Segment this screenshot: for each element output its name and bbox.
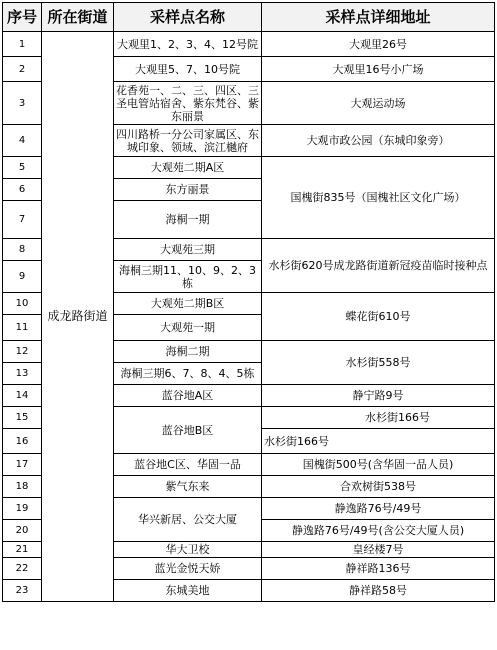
address-cell: 静祥路136号: [262, 558, 495, 580]
address-cell: 静祥路58号: [262, 580, 495, 602]
address-cell: 静逸路76号/49号(含公交大厦人员): [262, 520, 495, 542]
header-row: [3, 3, 495, 32]
row-index: 18: [3, 476, 42, 498]
site-name-cell: 蓝谷地C区、华固一品: [114, 454, 262, 476]
row-index: 5: [3, 157, 42, 179]
header-street: 所在街道: [42, 3, 114, 32]
site-name-cell: 花香苑一、二、三、四区、三圣电管站宿舍、紫东梵谷、紫东丽景: [114, 82, 262, 125]
address-cell: 大观里16号小广场: [262, 57, 495, 82]
address-cell: 大观运动场: [262, 82, 495, 125]
header-site-name: 采样点名称: [114, 3, 262, 32]
address-cell: 大观市政公园（东城印象旁）: [262, 125, 495, 157]
site-name-cell: 海桐三期6、7、8、4、5栋: [114, 363, 262, 385]
address-cell: 国槐街500号(含华固一品人员): [262, 454, 495, 476]
row-index: 17: [3, 454, 42, 476]
row-index: 19: [3, 498, 42, 520]
row-index: 7: [3, 201, 42, 239]
site-name-cell: 蓝谷地A区: [114, 385, 262, 407]
site-name-cell: 大观里1、2、3、4、12号院: [114, 32, 262, 57]
address-cell: 水杉街620号成龙路街道新冠疫苗临时接种点: [262, 239, 495, 293]
address-cell: 静宁路9号: [262, 385, 495, 407]
row-index: 12: [3, 341, 42, 363]
site-name-cell: 蓝谷地B区: [114, 407, 262, 454]
header-address: 采样点详细地址: [262, 3, 495, 32]
site-name-cell: 海桐二期: [114, 341, 262, 363]
row-index: 22: [3, 558, 42, 580]
address-cell: 合欢树街538号: [262, 476, 495, 498]
row-index: 8: [3, 239, 42, 261]
row-index: 4: [3, 125, 42, 157]
site-name-cell: 华大卫校: [114, 542, 262, 558]
row-index: 2: [3, 57, 42, 82]
address-cell: 水杉街166号: [262, 429, 495, 454]
site-name-cell: 大观苑二期A区: [114, 157, 262, 179]
site-name-cell: 紫气东来: [114, 476, 262, 498]
row-index: 21: [3, 542, 42, 558]
row-index: 3: [3, 82, 42, 125]
site-name-cell: 蓝光金悦天娇: [114, 558, 262, 580]
row-index: 23: [3, 580, 42, 602]
site-name-cell: 大观苑二期B区: [114, 293, 262, 315]
row-index: 6: [3, 179, 42, 201]
site-name-cell: 海桐一期: [114, 201, 262, 239]
row-index: 9: [3, 261, 42, 293]
address-cell: 国槐街835号（国槐社区文化广场）: [262, 157, 495, 239]
sampling-sites-table: [2, 2, 495, 602]
address-cell: 静逸路76号/49号: [262, 498, 495, 520]
row-index: 1: [3, 32, 42, 57]
site-name-cell: 大观苑一期: [114, 315, 262, 341]
row-index: 13: [3, 363, 42, 385]
address-cell: 水杉街166号: [262, 407, 495, 429]
address-cell: 皇经楼7号: [262, 542, 495, 558]
site-name-cell: 海桐三期11、10、9、2、3栋: [114, 261, 262, 293]
site-name-cell: 华兴新居、公交大厦: [114, 498, 262, 542]
site-name-cell: 东城美地: [114, 580, 262, 602]
site-name-cell: 四川路桥一分公司家属区、东城印象、领域、滨江樾府: [114, 125, 262, 157]
street-cell: 成龙路街道: [42, 32, 114, 602]
address-cell: 蝶花街610号: [262, 293, 495, 341]
row-index: 14: [3, 385, 42, 407]
row-index: 16: [3, 429, 42, 454]
row-index: 20: [3, 520, 42, 542]
table-row: [3, 32, 495, 57]
address-cell: 大观里26号: [262, 32, 495, 57]
address-cell: 水杉街558号: [262, 341, 495, 385]
site-name-cell: 大观苑三期: [114, 239, 262, 261]
site-name-cell: 大观里5、7、10号院: [114, 57, 262, 82]
header-index: 序号: [3, 3, 42, 32]
site-name-cell: 东方丽景: [114, 179, 262, 201]
row-index: 15: [3, 407, 42, 429]
row-index: 10: [3, 293, 42, 315]
row-index: 11: [3, 315, 42, 341]
